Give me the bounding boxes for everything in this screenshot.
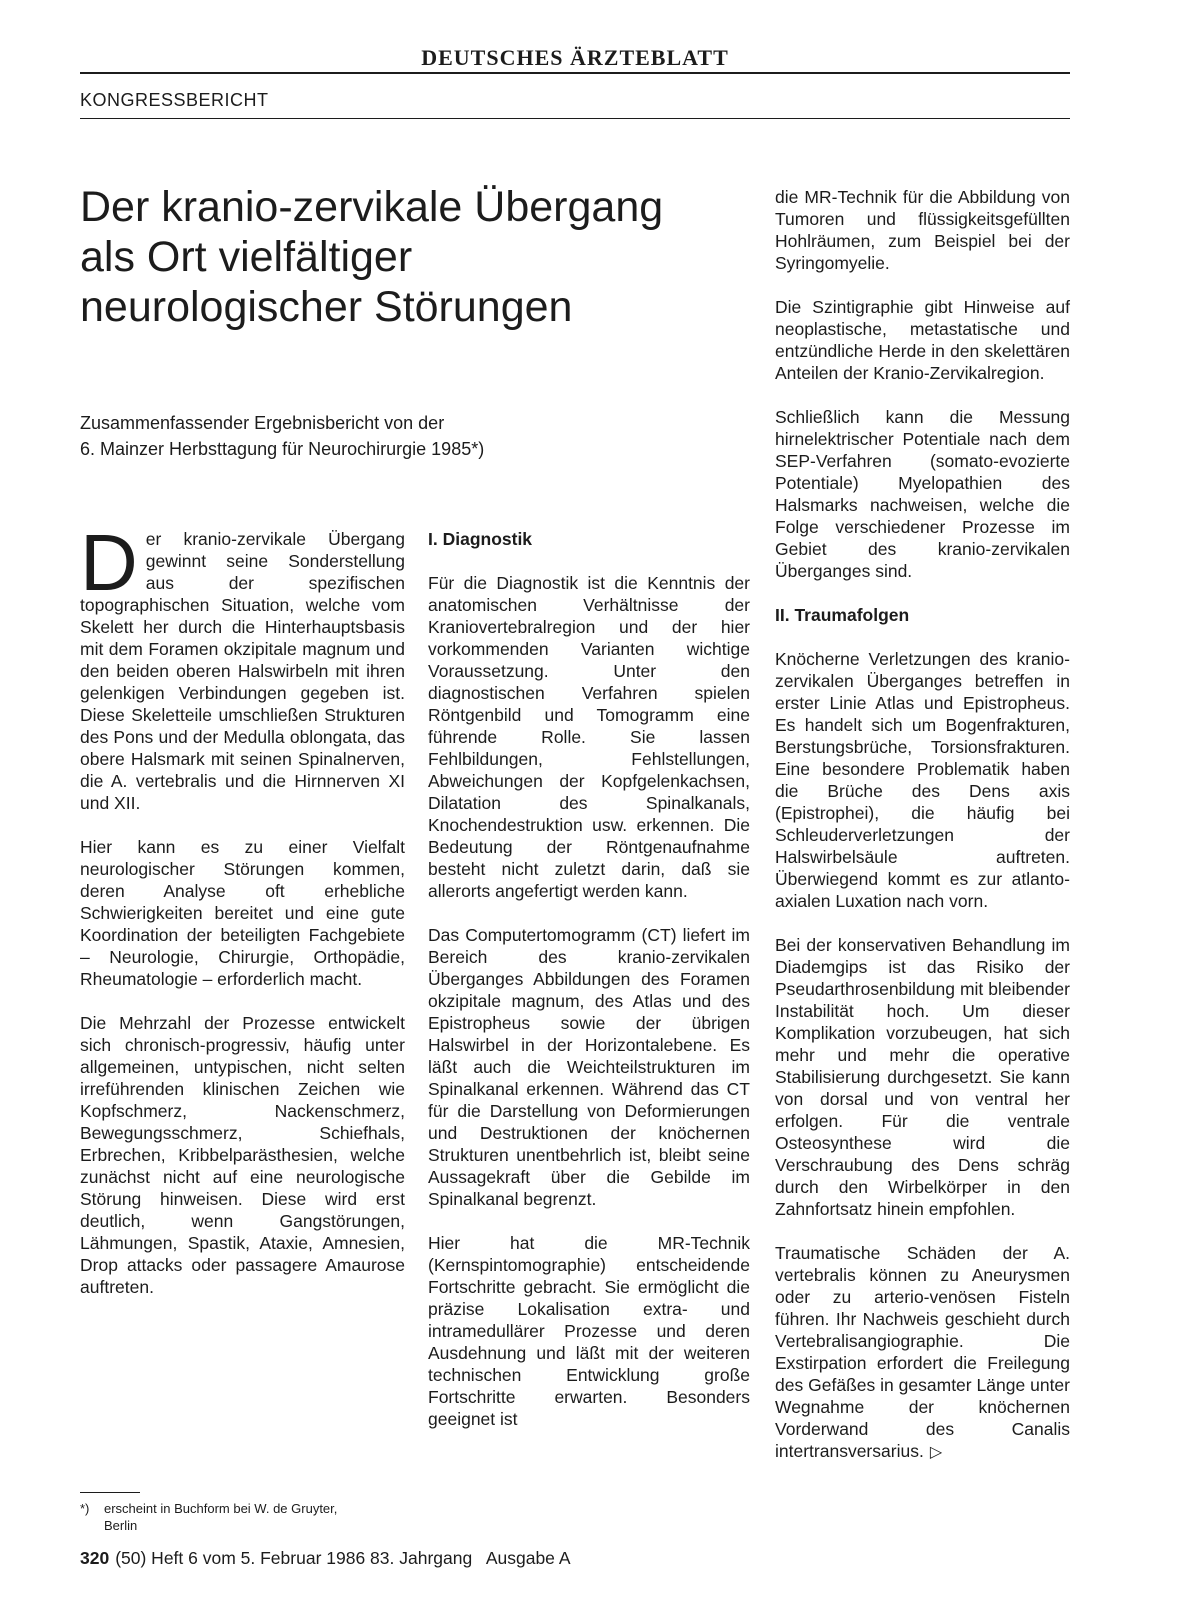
issue-info: (50) Heft 6 vom 5. Februar 1986 83. Jahrgang Ausgabe A <box>115 1548 571 1568</box>
footnote <box>80 1500 400 1534</box>
paragraph: Schließlich kann die Messung hirnelektrischer Potentiale nach dem SEP-Verfahren (somato-evozierte Potentiale) Myelopathien des Halsmarks nachweisen, welche die Folge verschiedener Prozesse im Gebiet des kranio-zervikalen Überganges sind. <box>775 407 1070 581</box>
paragraph: Bei der konservativen Behandlung im Diademgips ist das Risiko der Pseudarthrosenbildung mit bleibender Instabilität hoch. Um dieser Komplikation vorzubeugen, hat sich mehr und mehr die operative Stabilisierung durchgesetzt. Sie kann von dorsal und von ventral her erfolgen. Für die ventrale Osteosynthese wird die Verschraubung des Dens schräg durch den Wirbelkörper in den Zahnfortsatz hinein empfohlen. <box>775 935 1070 1219</box>
section-heading: II. Traumafolgen <box>775 605 910 625</box>
section-divider <box>80 118 1070 119</box>
page-footer <box>80 1548 571 1569</box>
paragraph <box>775 1242 1070 1464</box>
column-2 <box>428 528 750 1452</box>
footnote-text: Berlin <box>104 1518 138 1533</box>
title-line: Der kranio-zervikale Übergang <box>80 183 664 231</box>
triangle-right-icon: ▷ <box>929 1444 943 1461</box>
article-subtitle <box>80 410 640 462</box>
subtitle-line: 6. Mainzer Herbsttagung für Neurochirurgie 1985*) <box>80 439 485 459</box>
title-line: als Ort vielfältiger <box>80 233 413 281</box>
drop-cap: D <box>80 518 138 607</box>
paragraph-text: Traumatische Schäden der A. vertebralis können zu Aneurysmen oder zu arterio-venösen Fisteln führen. Ihr Nachweis geschieht durch Vertebralisangiographie. Die Exstirpation erfordert die Freilegung des Gefäßes in gesamter Länge unter Wegnahme der knöchernen Vorderwand des Canalis intertransversarius. <box>775 1243 1070 1461</box>
paragraph: Knöcherne Verletzungen des kranio-zervikalen Überganges betreffen in erster Linie Atlas und Epistropheus. Es handelt sich um Bogenfrakturen, Berstungsbrüche, Torsionsfrakturen. Eine besondere Problematik haben die Brüche des Dens axis (Epistrophei), die häufig bei Schleuderverletzungen der Halswirbelsäule auftreten. Überwiegend kommt es zur atlanto-axialen Luxation nach vorn. <box>775 649 1070 911</box>
subtitle-line: Zusammenfassender Ergebnisbericht von der <box>80 413 445 433</box>
paragraph <box>80 518 405 814</box>
paragraph: Die Szintigraphie gibt Hinweise auf neoplastische, metastatische und entzündliche Herde in den skelettären Anteilen der Kranio-Zervikalregion. <box>775 297 1070 383</box>
paragraph: Hier hat die MR-Technik (Kernspintomographie) entscheidende Fortschritte gebracht. Sie ermöglicht die präzise Lokalisation extra- und intramedullärer Prozesse und deren Ausdehnung und läßt mit der weiteren technischen Entwicklung große Fortschritte erwarten. Besonders geeignet ist <box>428 1233 750 1429</box>
footnote-text: erscheint in Buchform bei W. de Gruyter, <box>104 1501 338 1516</box>
paragraph: die MR-Technik für die Abbildung von Tumoren und flüssigkeitsgefüllten Hohlräumen, zum Beispiel bei der Syringomyelie. <box>775 187 1070 273</box>
paragraph: Für die Diagnostik ist die Kenntnis der anatomischen Verhältnisse der Kraniovertebralregion und der hier vorkommenden Varianten wichtige Voraussetzung. Unter den diagnostischen Verfahren spielen Röntgenbild und Tomogramm eine führende Rolle. Sie lassen Fehlbildungen, Fehlstellungen, Abweichungen der Kopfgelenkachsen, Dilatation des Spinalkanals, Knochendestruktion usw. erkennen. Die Bedeutung der Röntgenaufnahme besteht nicht zuletzt darin, daß sie allerorts angefertigt werden kann. <box>428 573 750 901</box>
paragraph: Hier kann es zu einer Vielfalt neurologischer Störungen kommen, deren Analyse oft erhebliche Schwierigkeiten bereitet und eine gute Koordination der beteiligten Fachgebiete – Neurologie, Chirurgie, Orthopädie, Rheumatologie – erforderlich macht. <box>80 837 405 989</box>
page-number: 320 <box>80 1548 110 1568</box>
masthead: DEUTSCHES ÄRZTEBLATT <box>80 44 1070 74</box>
footnote-mark: *) <box>80 1501 90 1516</box>
paragraph: Das Computertomogramm (CT) liefert im Bereich des kranio-zervikalen Überganges Abbildungen des Foramen okzipitale magnum, des Atlas und des Epistropheus sowie der übrigen Halswirbel in der Horizontalebene. Es läßt auch die Weichteilstrukturen im Spinalkanal erkennen. Während das CT für die Darstellung von Deformierungen und Destruktionen der knöchernen Strukturen unentbehrlich ist, bleibt seine Aussagekraft über die Gebilde im Spinalkanal begrenzt. <box>428 925 750 1209</box>
section-heading: I. Diagnostik <box>428 529 533 549</box>
title-line: neurologischer Störungen <box>80 283 573 331</box>
article-title <box>80 182 720 332</box>
column-3 <box>775 186 1070 1486</box>
footnote-divider <box>80 1492 140 1493</box>
paragraph-text: er kranio-zervikale Übergang gewinnt seine Sonderstellung aus der spezifischen topographischen Situation, welche vom Skelett her durch die Hinterhauptsbasis mit dem Foramen okzipitale magnum und den beiden oberen Halswirbeln mit ihren gelenkigen Verbindungen gegeben ist. Diese Skeletteile umschließen Strukturen des Pons und der Medulla oblongata, das obere Halsmark mit seinen Spinalnerven, die A. vertebralis und die Hirnnerven XI und XII. <box>80 529 405 813</box>
section-label: KONGRESSBERICHT <box>80 90 269 110</box>
paragraph: Die Mehrzahl der Prozesse entwickelt sich chronisch-progressiv, häufig unter allgemeinen, untypischen, nicht selten irreführenden klinischen Zeichen wie Kopfschmerz, Nackenschmerz, Bewegungsschmerz, Schiefhals, Erbrechen, Kribbelparästhesien, welche zunächst nicht auf eine neurologische Störung hinweisen. Diese wird erst deutlich, wenn Gangstörungen, Lähmungen, Spastik, Ataxie, Amnesien, Drop attacks oder passagere Amaurose auftreten. <box>80 1013 405 1297</box>
column-1 <box>80 518 405 1320</box>
